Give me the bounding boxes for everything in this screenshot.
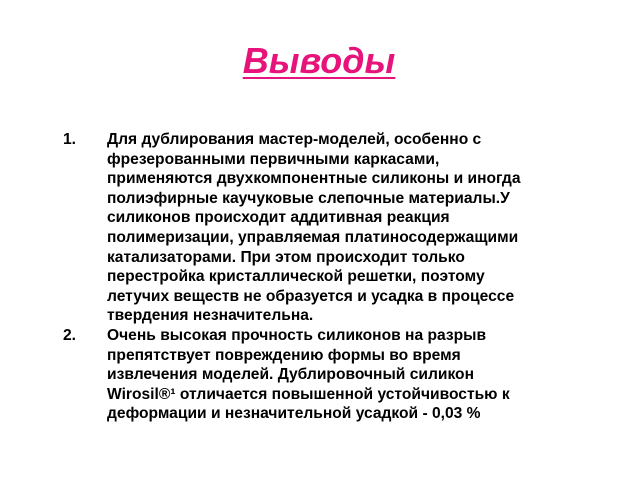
conclusions-list bbox=[63, 130, 603, 424]
list-item-line: Очень высокая прочность силиконов на разрыв bbox=[107, 326, 487, 344]
list-item-number: 2. bbox=[63, 326, 77, 344]
list-item-line: летучих веществ не образуется и усадка в процессе bbox=[107, 287, 515, 305]
list-item-line: полимеризации, управляемая платиносодержащими bbox=[107, 228, 519, 246]
list-item-line: перестройка кристаллической решетки, поэтому bbox=[107, 268, 485, 286]
list-item-line: катализаторами. При этом происходит только bbox=[107, 248, 465, 266]
list-item-number: 1. bbox=[63, 131, 77, 148]
slide-title: Выводы bbox=[242, 40, 396, 81]
list-item-line: Для дублирования мастер-моделей, особенно с bbox=[107, 131, 482, 148]
list-item-line: препятствует повреждению формы во время bbox=[107, 346, 461, 364]
list-item-line: силиконов происходит аддитивная реакция bbox=[107, 209, 450, 227]
list-item-line: фрезерованными первичными каркасами, bbox=[107, 150, 440, 168]
list-item-line: твердения незначительна. bbox=[107, 307, 314, 325]
list-item-line: деформации и незначительной усадкой - 0,03 % bbox=[107, 405, 481, 423]
list-item bbox=[63, 326, 603, 424]
list-item-line: полиэфирные каучуковые слепочные материалы.У bbox=[107, 189, 510, 207]
list-item-line: извлечения моделей. Дублировочный силикон bbox=[107, 366, 474, 384]
list-item-line: применяются двухкомпонентные силиконы и иногда bbox=[107, 170, 521, 188]
list-item bbox=[63, 130, 603, 326]
list-item-line: Wirosil®¹ отличается повышенной устойчивостью к bbox=[107, 385, 510, 403]
